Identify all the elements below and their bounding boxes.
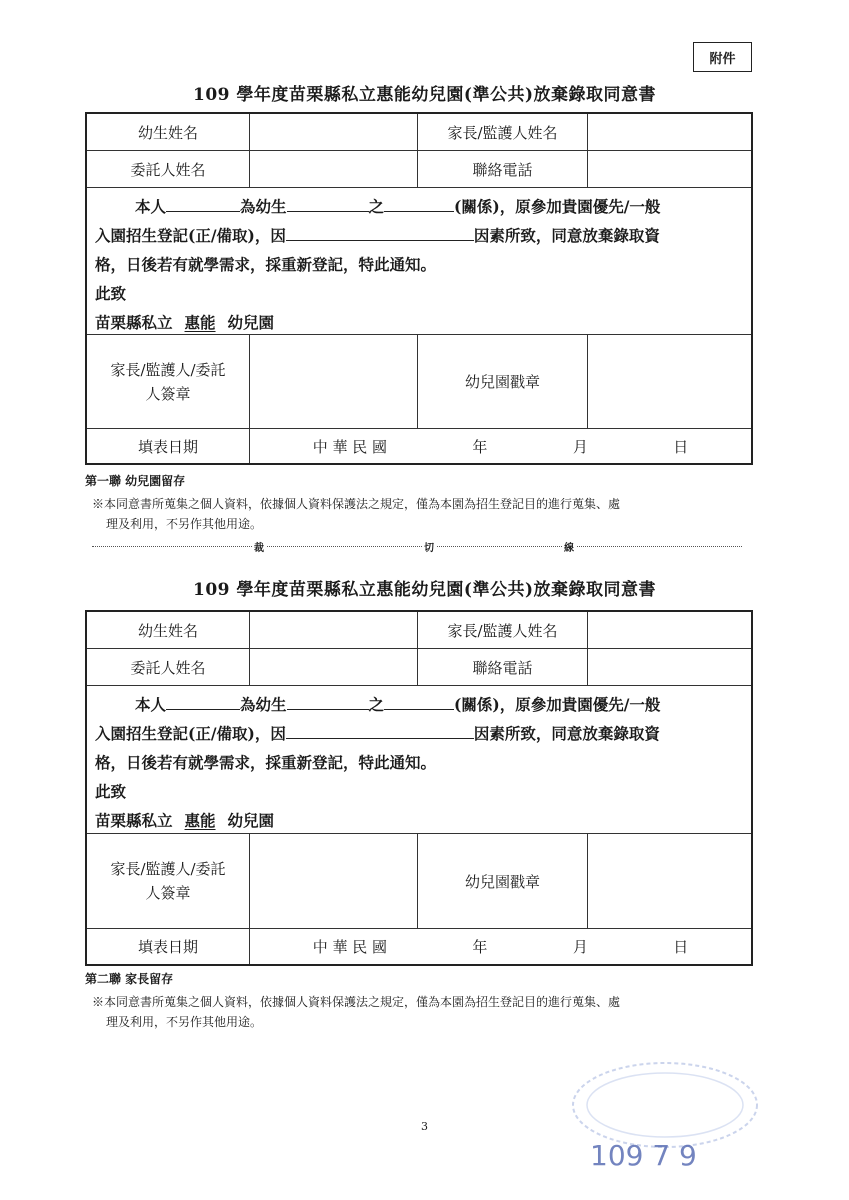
school-name: 惠能	[184, 811, 216, 830]
date-era: 中 華 民 國	[312, 437, 388, 456]
label-guardian-name: 家長/監護人姓名	[418, 612, 588, 648]
copy-1-label: 第一聯 幼兒園留存	[85, 474, 186, 488]
label-phone: 聯絡電話	[418, 151, 588, 187]
date-day: 日	[673, 938, 689, 956]
date-year: 年	[472, 437, 488, 456]
blank-child[interactable]	[287, 195, 369, 212]
input-school-stamp[interactable]	[588, 834, 751, 928]
blank-reason[interactable]	[286, 224, 474, 241]
attachment-label: 附件	[693, 42, 752, 72]
input-trustee-name[interactable]	[250, 151, 418, 187]
statement	[87, 188, 751, 335]
statement-text: (關係)，原參加貴園優先/一般	[454, 695, 661, 714]
statement	[87, 686, 751, 834]
label-guardian-name: 家長/監護人姓名	[418, 114, 588, 150]
statement-text: 之	[368, 197, 385, 216]
privacy-note	[92, 992, 757, 1032]
cut-char: 裁	[252, 539, 266, 554]
input-signature[interactable]	[250, 834, 418, 928]
statement-text: 幼兒園	[227, 811, 275, 830]
date-day: 日	[673, 437, 689, 456]
blank-self[interactable]	[166, 693, 240, 710]
statement-text: 苗栗縣私立	[95, 811, 173, 830]
cut-line	[92, 540, 742, 554]
signature-label-line2: 人簽章	[145, 384, 191, 403]
blank-self[interactable]	[166, 195, 240, 212]
copy-2-label: 第二聯 家長留存	[85, 972, 174, 986]
statement-text: 入園招生登記(正/備取)，因	[95, 226, 286, 245]
note-line: ※本同意書所蒐集之個人資料，依據個人資料保護法之規定，僅為本園為招生登記目的進行蒐集、處	[92, 995, 621, 1009]
label-school-stamp: 幼兒園戳章	[418, 834, 588, 928]
date-month: 月	[572, 938, 588, 956]
statement-text: 因素所致，同意放棄錄取資	[473, 226, 660, 245]
date-field[interactable]	[250, 429, 751, 463]
input-guardian-name[interactable]	[588, 114, 751, 150]
input-trustee-name[interactable]	[250, 649, 418, 685]
input-guardian-name[interactable]	[588, 612, 751, 648]
input-child-name[interactable]	[250, 612, 418, 648]
row-trustee	[87, 151, 751, 188]
blank-child[interactable]	[287, 693, 369, 710]
label-child-name: 幼生姓名	[87, 114, 250, 150]
label-signature	[87, 834, 250, 928]
input-child-name[interactable]	[250, 114, 418, 150]
privacy-note	[92, 494, 757, 534]
signature-label-line1: 家長/監護人/委託	[110, 860, 226, 878]
note-line: 理及利用，不另作其他用途。	[106, 1015, 263, 1029]
form-title: 109 學年度苗栗縣私立惠能幼兒園(準公共)放棄錄取同意書	[193, 85, 656, 105]
row-date	[87, 429, 751, 463]
note-line: ※本同意書所蒐集之個人資料，依據個人資料保護法之規定，僅為本園為招生登記目的進行蒐集、處	[92, 497, 621, 511]
label-phone: 聯絡電話	[418, 649, 588, 685]
row-names	[87, 114, 751, 151]
statement-text: 格，日後若有就學需求，採重新登記，特此通知。	[95, 753, 437, 772]
cut-char: 切	[422, 539, 436, 554]
row-signature	[87, 834, 751, 929]
note-line: 理及利用，不另作其他用途。	[106, 517, 263, 531]
statement-text: 因素所致，同意放棄錄取資	[473, 724, 660, 743]
statement-text: 入園招生登記(正/備取)，因	[95, 724, 286, 743]
date-field[interactable]	[250, 929, 751, 964]
statement-text: 本人	[135, 695, 167, 714]
label-trustee-name: 委託人姓名	[87, 151, 250, 187]
stamp-date: 109 7 9	[590, 1139, 697, 1172]
input-phone[interactable]	[588, 649, 751, 685]
form-title: 109 學年度苗栗縣私立惠能幼兒園(準公共)放棄錄取同意書	[193, 580, 656, 600]
input-school-stamp[interactable]	[588, 335, 751, 428]
row-trustee	[87, 649, 751, 686]
statement-salutation: 此致	[95, 782, 127, 801]
received-stamp-icon	[560, 1060, 760, 1180]
statement-text: 幼兒園	[227, 313, 275, 332]
row-names	[87, 612, 751, 649]
row-signature	[87, 335, 751, 429]
form-copy-2	[85, 610, 753, 966]
label-trustee-name: 委託人姓名	[87, 649, 250, 685]
statement-text: (關係)，原參加貴園優先/一般	[454, 197, 661, 216]
school-name: 惠能	[184, 313, 216, 332]
cut-char: 線	[562, 539, 576, 554]
statement-text: 之	[368, 695, 385, 714]
statement-text: 格，日後若有就學需求，採重新登記，特此通知。	[95, 255, 437, 274]
date-era: 中 華 民 國	[312, 938, 388, 956]
label-signature	[87, 335, 250, 428]
page-number: 3	[421, 1120, 428, 1133]
input-phone[interactable]	[588, 151, 751, 187]
blank-relation[interactable]	[384, 693, 454, 710]
date-month: 月	[572, 437, 588, 456]
input-signature[interactable]	[250, 335, 418, 428]
blank-relation[interactable]	[384, 195, 454, 212]
label-fill-date: 填表日期	[87, 929, 250, 964]
statement-salutation: 此致	[95, 284, 127, 303]
statement-text: 為幼生	[240, 197, 287, 216]
statement-text: 苗栗縣私立	[95, 313, 173, 332]
signature-label-line1: 家長/監護人/委託	[110, 360, 226, 379]
form-copy-1	[85, 112, 753, 465]
label-fill-date: 填表日期	[87, 429, 250, 463]
blank-reason[interactable]	[286, 722, 474, 739]
row-date	[87, 929, 751, 964]
signature-label-line2: 人簽章	[145, 884, 191, 902]
date-year: 年	[472, 938, 488, 956]
label-child-name: 幼生姓名	[87, 612, 250, 648]
statement-text: 為幼生	[240, 695, 287, 714]
statement-text: 本人	[135, 197, 167, 216]
label-school-stamp: 幼兒園戳章	[418, 335, 588, 428]
